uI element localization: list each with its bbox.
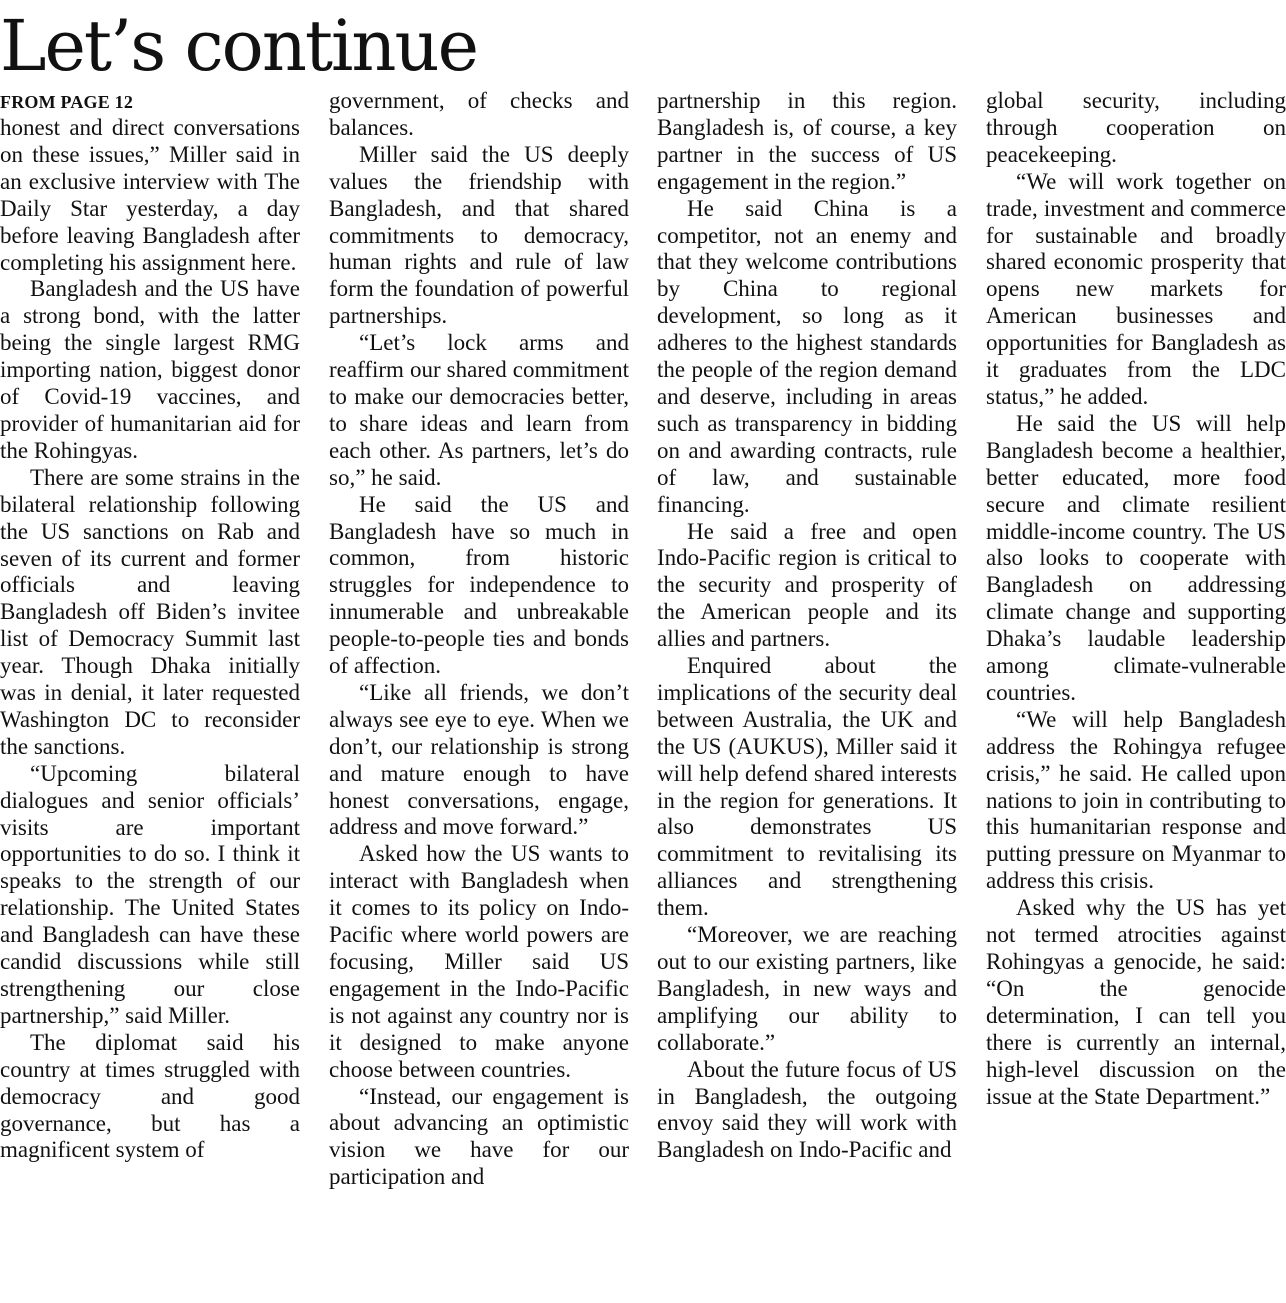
paragraph: “Like all friends, we don’t always see eye to eye. When we don’t, our relationship is strong and mature enough to have honest conversations, engage, address and move forward.” — [329, 679, 629, 840]
headline: Let’s continue — [0, 5, 478, 87]
paragraph: Bangladesh and the US have a strong bond, with the latter being the single largest RMG importing nation, biggest donor of Covid-19 vaccines, and provider of humanitarian aid for the Rohingyas. — [0, 276, 300, 463]
paragraph: “Upcoming bilateral dialogues and senior officials’ visits are important opportunities to do so. I think it speaks to the strength of our relationship. The United States and Bangladesh can have these candid discussions while still strengthening our close partnership,” said Miller. — [0, 760, 300, 1028]
article-column-2 — [329, 88, 629, 1298]
paragraph: “Moreover, we are reaching out to our existing partners, like Bangladesh, in new ways and amplifying our ability to collaborate.” — [657, 922, 957, 1055]
paragraph: government, of checks and balances. — [329, 88, 629, 140]
jump-line: FROM PAGE 12 — [0, 92, 134, 112]
paragraph: There are some strains in the bilateral relationship following the US sanctions on Rab and seven of its current and former officials and leaving Bangladesh off Biden’s invitee list of Democracy Summit last year. Though Dhaka initially was in denial, it later requested Washington DC to reconsider the sanctions. — [0, 464, 300, 759]
article-column-3 — [657, 88, 957, 1298]
paragraph: Enquired about the implications of the security deal between Australia, the UK and the US (AUKUS), Miller said it will help defend shared interests in the region for generations. It also demonstrates US commitment to revitalising its alliances and strengthening them. — [657, 653, 957, 921]
paragraph: He said a free and open Indo-Pacific region is critical to the security and prosperity of the American people and its allies and partners. — [657, 518, 957, 652]
paragraph: Asked why the US has yet not termed atrocities against Rohingyas a genocide, he said: “On the genocide determination, I can tell you there is currently an internal, high-level discussion on the issue at the State Department.” — [986, 895, 1286, 1109]
paragraph: Miller said the US deeply values the friendship with Bangladesh, and that shared commitments to democracy, human rights and rule of law form the foundation of powerful partnerships. — [329, 141, 629, 329]
paragraph: The diplomat said his country at times struggled with democracy and good governance, but has a magnificent system of — [0, 1029, 300, 1163]
paragraph: He said the US will help Bangladesh become a healthier, better educated, more food secure and climate resilient middle-income country. The US also looks to cooperate with Bangladesh on addressing climate change and supporting Dhaka’s laudable leadership among climate-vulnerable countries. — [986, 410, 1286, 705]
paragraph: global security, including through cooperation on peacekeeping. — [986, 88, 1286, 167]
paragraph: “We will work together on trade, investment and commerce for sustainable and broadly shared economic prosperity that opens new markets for American businesses and opportunities for Bangladesh as it graduates from the LDC status,” he added. — [986, 168, 1286, 409]
article-column-1 — [0, 88, 300, 1298]
paragraph: “Instead, our engagement is about advancing an optimistic vision we have for our participation and — [329, 1083, 629, 1190]
paragraph: He said the US and Bangladesh have so much in common, from historic struggles for independence to innumerable and unbreakable people-to-people ties and bonds of affection. — [329, 491, 629, 679]
paragraph: He said China is a competitor, not an enemy and that they welcome contributions by China to regional development, so long as it adheres to the highest standards the people of the region demand and deserve, including in areas such as transparency in bidding on and awarding contracts, rule of law, and sustainable financing. — [657, 195, 957, 517]
article-column-4 — [986, 88, 1286, 1298]
paragraph: partnership in this region. Bangladesh is, of course, a key partner in the success of US engagement in the region.” — [657, 88, 957, 194]
paragraph: “Let’s lock arms and reaffirm our shared commitment to make our democracies better, to share ideas and learn from each other. As partners, let’s do so,” he said. — [329, 330, 629, 490]
paragraph: “We will help Bangladesh address the Rohingya refugee crisis,” he said. He called upon nations to join in contributing to this humanitarian response and putting pressure on Myanmar to address this crisis. — [986, 706, 1286, 894]
paragraph: Asked how the US wants to interact with Bangladesh when it comes to its policy on Indo-Pacific where world powers are focusing, Miller said US engagement in the Indo-Pacific is not against any country nor is it designed to make anyone choose between countries. — [329, 841, 629, 1082]
paragraph: honest and direct conversations on these issues,” Miller said in an exclusive interview with The Daily Star yesterday, a day before leaving Bangladesh after completing his assignment here. — [0, 115, 300, 275]
paragraph: About the future focus of US in Bangladesh, the outgoing envoy said they will work with Bangladesh on Indo-Pacific and — [657, 1056, 957, 1163]
